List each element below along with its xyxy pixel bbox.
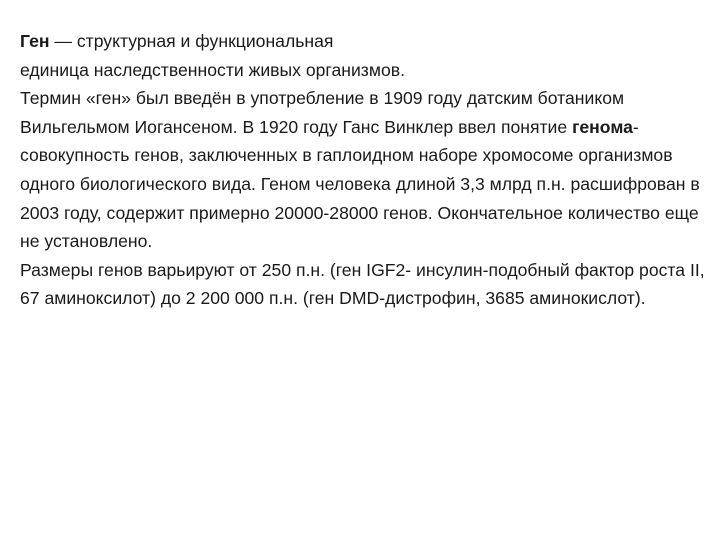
definition-text: — структурная и функциональная	[49, 31, 334, 51]
gene-sizes-paragraph: Размеры генов варьируют от 250 п.н. (ген IGF2- инсулин-подобный фактор роста II, 67 аминоксилот) до 2 200 000 п.н. (ген DMD-дистрофин, 3685 аминокислот).	[20, 259, 705, 309]
term-genome: генома	[572, 116, 633, 137]
definition-line-1	[20, 27, 716, 56]
definition-line-2: единица наследственности живых организмов.	[20, 59, 405, 80]
history-paragraph	[20, 84, 716, 256]
history-text: Термин «ген» был введён в употребление в 1909 году датским ботаником Вильгельмом Иогансеном. В 1920 году Ганс Винклер ввел понятие	[20, 88, 625, 137]
genome-definition-text: - совокупность генов, заключенных в гаплоидном наборе хромосоме организмов одного биологического вида. Геном человека длиной 3,3 млрд п.н. расшифрован в 2003 году, содержит примерно 20000-28000 генов. Окончательное количество еще не установлено.	[20, 116, 700, 252]
term-gene: Ген	[20, 31, 50, 51]
body-text	[20, 27, 716, 313]
